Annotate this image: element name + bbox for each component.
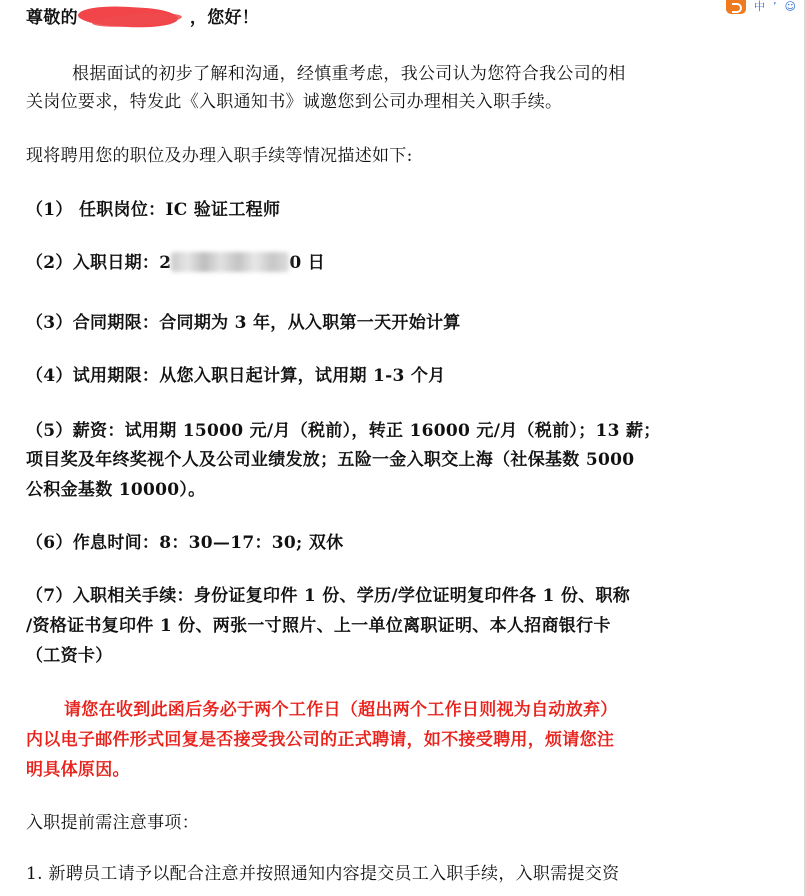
greeting-suffix: ，您好！ [189, 8, 260, 28]
notice-line-2: 内以电子邮件形式回复是否接受我公司的正式聘请，如不接受聘用，烦请您注 [26, 730, 615, 750]
item-onboarding-docs-line-2: /资格证书复印件 1 份、两张一寸照片、上一单位离职证明、本人招商银行卡 [26, 616, 611, 636]
notice-line-1: 请您在收到此函后务必于两个工作日（超出两个工作日则视为自动放弃） [64, 700, 618, 720]
item-salary-line-2: 项目奖及年终奖视个人及公司业绩发放；五险一金入职交上海（社保基数 5000 [26, 450, 635, 470]
greeting-prefix: 尊敬的 [26, 8, 78, 28]
item-work-hours: （6）作息时间：8：30—17：30; 双休 [26, 533, 344, 553]
item-probation: （4）试用期限：从您入职日起计算，试用期 1-3 个月 [26, 366, 446, 386]
precaution-item-1: 1. 新聘员工请予以配合注意并按照通知内容提交员工入职手续，入职需提交资 [26, 864, 620, 884]
item-onboarding-docs-line-3: （工资卡） [26, 646, 113, 666]
start-date-suffix: 0 日 [289, 253, 326, 273]
notice-line-3: 明具体原因。 [26, 760, 130, 780]
lead-paragraph: 现将聘用您的职位及办理入职手续等情况描述如下: [26, 146, 413, 166]
ime-emoji-icon[interactable]: ☺ [784, 0, 796, 13]
item-salary-line-3: 公积金基数 10000）。 [26, 480, 206, 500]
item-start-date [26, 252, 325, 274]
ime-toolbar[interactable] [726, 0, 796, 14]
intro-line-1: 根据面试的初步了解和沟通，经慎重考虑，我公司认为您符合我公司的相 [72, 64, 626, 84]
redacted-date [171, 252, 289, 272]
item-salary-line-1: （5）薪资：试用期 15000 元/月（税前），转正 16000 元/月（税前）；13 薪； [26, 421, 661, 441]
intro-line-2: 关岗位要求，特发此《入职通知书》诚邀您到公司办理相关入职手续。 [26, 92, 563, 112]
item-onboarding-docs-line-1: （7）入职相关手续：身份证复印件 1 份、学历/学位证明复印件各 1 份、职称 [26, 586, 631, 606]
precautions-heading: 入职提前需注意事项： [26, 813, 199, 833]
ime-logo-icon[interactable] [726, 0, 746, 14]
ime-punct-icon[interactable]: ʼ [773, 0, 777, 13]
item-contract-term: （3）合同期限：合同期为 3 年，从入职第一天开始计算 [26, 313, 461, 333]
item-position: （1） 任职岗位：IC 验证工程师 [26, 200, 281, 220]
ime-mode-icon[interactable]: 中 [754, 0, 766, 13]
start-date-prefix: （2）入职日期：2 [26, 253, 172, 273]
